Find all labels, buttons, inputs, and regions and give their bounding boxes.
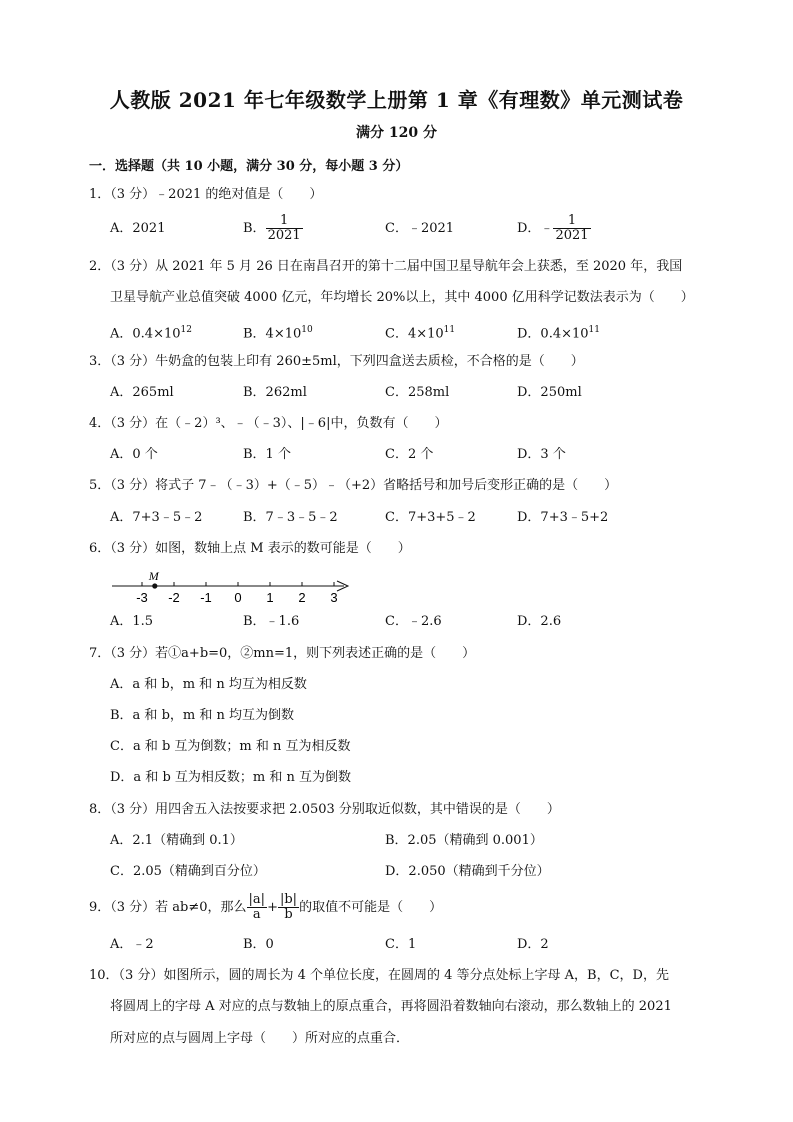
question-4-stem: 4．（3 分）在（﹣2）³、﹣（﹣3）、|﹣6|中，负数有（ ） xyxy=(89,416,448,431)
number-line-ticks xyxy=(136,582,337,605)
q4-option-b: B．1 个 xyxy=(243,447,291,462)
q2-option-a-base: A．0.4×10 xyxy=(110,326,181,342)
question-1-stem: 1．（3 分）﹣2021 的绝对值是（ ） xyxy=(89,187,323,202)
number-line-tick-label: -2 xyxy=(168,590,180,605)
section-heading: 一．选择题（共 10 小题，满分 30 分，每小题 3 分） xyxy=(89,159,409,174)
q7-option-a: A．a 和 b，m 和 n 均互为相反数 xyxy=(110,677,307,692)
q7-option-b: B．a 和 b，m 和 n 均互为倒数 xyxy=(110,708,294,723)
q6-option-c: C．﹣2.6 xyxy=(385,614,442,629)
number-line-tick-label: 1 xyxy=(266,590,274,605)
fraction-denominator: 2021 xyxy=(267,228,301,243)
number-line-tick-label: -3 xyxy=(136,590,148,605)
q4-option-d: D．3 个 xyxy=(517,447,566,462)
q6-option-b: B．﹣1.6 xyxy=(243,614,300,629)
q9-option-b: B．0 xyxy=(243,937,274,952)
q1-option-b xyxy=(243,214,303,243)
number-line-tick-label: 3 xyxy=(330,590,338,605)
q1-option-b-prefix: B． xyxy=(243,221,266,236)
q2-option-b-exponent: 10 xyxy=(301,325,313,335)
question-10-line1: 10．（3 分）如图所示，圆的周长为 4 个单位长度，在圆周的 4 等分点处标上字母 A，B，C，D，先 xyxy=(89,968,669,983)
point-m-dot xyxy=(152,583,157,588)
q9-fraction-a xyxy=(247,893,268,922)
q3-option-c: C．258ml xyxy=(385,385,450,400)
q3-option-b: B．262ml xyxy=(243,385,307,400)
q2-option-c-exponent: 11 xyxy=(443,325,456,335)
point-m-label: M xyxy=(148,569,159,583)
q8-option-d: D．2.050（精确到千分位） xyxy=(385,864,550,879)
q7-option-d: D．a 和 b 互为相反数；m 和 n 互为倒数 xyxy=(110,770,351,785)
q1-option-d-fraction xyxy=(553,214,590,243)
fraction-denominator: b xyxy=(284,907,293,922)
q1-option-b-fraction xyxy=(266,214,303,243)
q6-option-d: D．2.6 xyxy=(517,614,562,629)
number-line-figure xyxy=(108,568,358,608)
q5-option-c: C．7+3+5﹣2 xyxy=(385,510,476,525)
question-5-stem: 5．（3 分）将式子 7﹣（﹣3）+（﹣5）﹣（+2）省略括号和加号后变形正确的是（ ） xyxy=(89,478,618,493)
page-subtitle: 满分 120 分 xyxy=(356,125,437,141)
fraction-numerator: 1 xyxy=(266,214,303,229)
q2-option-d-base: D．0.4×10 xyxy=(517,326,589,342)
question-2-stem-line1: 2．（3 分）从 2021 年 5 月 26 日在南昌召开的第十二届中国卫星导航年会上获悉，至 2020 年，我国 xyxy=(89,259,683,274)
q9-stem-prefix: 9．（3 分）若 ab≠0，那么 xyxy=(89,900,247,915)
q1-option-c: C．﹣2021 xyxy=(385,221,455,236)
q1-option-d-prefix: D．﹣ xyxy=(517,221,554,236)
q2-option-b-base: B．4×10 xyxy=(243,326,302,342)
q4-option-a: A．0 个 xyxy=(110,447,158,462)
q2-option-c xyxy=(385,321,455,343)
fraction-denominator: 2021 xyxy=(555,228,589,243)
question-6-stem: 6．（3 分）如图，数轴上点 M 表示的数可能是（ ） xyxy=(89,541,411,556)
q9-fraction-b xyxy=(278,893,299,922)
q8-option-a: A．2.1（精确到 0.1） xyxy=(110,833,243,848)
question-8-stem: 8．（3 分）用四舍五入法按要求把 2.0503 分别取近似数，其中错误的是（ ） xyxy=(89,802,560,817)
q1-option-a: A．2021 xyxy=(110,221,166,236)
question-7-stem: 7．（3 分）若①a+b=0，②mn=1，则下列表述正确的是（ ） xyxy=(89,646,476,661)
q8-option-c: C．2.05（精确到百分位） xyxy=(110,864,266,879)
fraction-denominator: a xyxy=(252,907,261,922)
q9-option-d: D．2 xyxy=(517,937,549,952)
q2-option-a-exponent: 12 xyxy=(180,325,192,335)
fraction-numerator: 1 xyxy=(553,214,590,229)
q7-option-c: C．a 和 b 互为倒数；m 和 n 互为相反数 xyxy=(110,739,351,754)
question-3-stem: 3．（3 分）牛奶盒的包装上印有 260±5ml，下列四盒送去质检，不合格的是（ ） xyxy=(89,354,584,369)
q9-plus-sign: + xyxy=(267,900,278,915)
q5-option-b: B．7﹣3﹣5﹣2 xyxy=(243,510,338,525)
fraction-numerator: |a| xyxy=(248,892,266,907)
q3-option-d: D．250ml xyxy=(517,385,582,400)
q2-option-a xyxy=(110,321,192,343)
q9-option-c: C．1 xyxy=(385,937,417,952)
fraction-numerator: |b| xyxy=(279,892,298,907)
q9-option-a: A．﹣2 xyxy=(110,937,154,952)
page-title: 人教版 2021 年七年级数学上册第 1 章《有理数》单元测试卷 xyxy=(109,88,684,112)
q5-option-a: A．7+3﹣5﹣2 xyxy=(110,510,203,525)
q2-option-b xyxy=(243,321,313,343)
number-line-tick-label: -1 xyxy=(200,590,212,605)
number-line-tick-label: 2 xyxy=(298,590,306,605)
question-9-stem xyxy=(89,893,442,922)
number-line-tick-label: 0 xyxy=(234,590,242,605)
q8-option-b: B．2.05（精确到 0.001） xyxy=(385,833,543,848)
question-2-stem-line2: 卫星导航产业总值突破 4000 亿元，年均增长 20%以上，其中 4000 亿用科学记数法表示为（ ） xyxy=(110,290,694,305)
q1-option-d xyxy=(517,214,591,243)
q2-option-d xyxy=(517,321,600,343)
q2-option-c-base: C．4×10 xyxy=(385,326,444,342)
q3-option-a: A．265ml xyxy=(110,385,174,400)
q2-option-d-exponent: 11 xyxy=(588,325,600,335)
question-10-line3: 所对应的点与圆周上字母（ ）所对应的点重合． xyxy=(110,1031,410,1046)
q4-option-c: C．2 个 xyxy=(385,447,434,462)
q9-stem-suffix: 的取值不可能是（ ） xyxy=(299,900,443,915)
q6-option-a: A．1.5 xyxy=(110,614,154,629)
question-10-line2: 将圆周上的字母 A 对应的点与数轴上的原点重合，再将圆沿着数轴向右滚动，那么数轴上的 2021 xyxy=(110,999,672,1014)
q5-option-d: D．7+3﹣5+2 xyxy=(517,510,609,525)
